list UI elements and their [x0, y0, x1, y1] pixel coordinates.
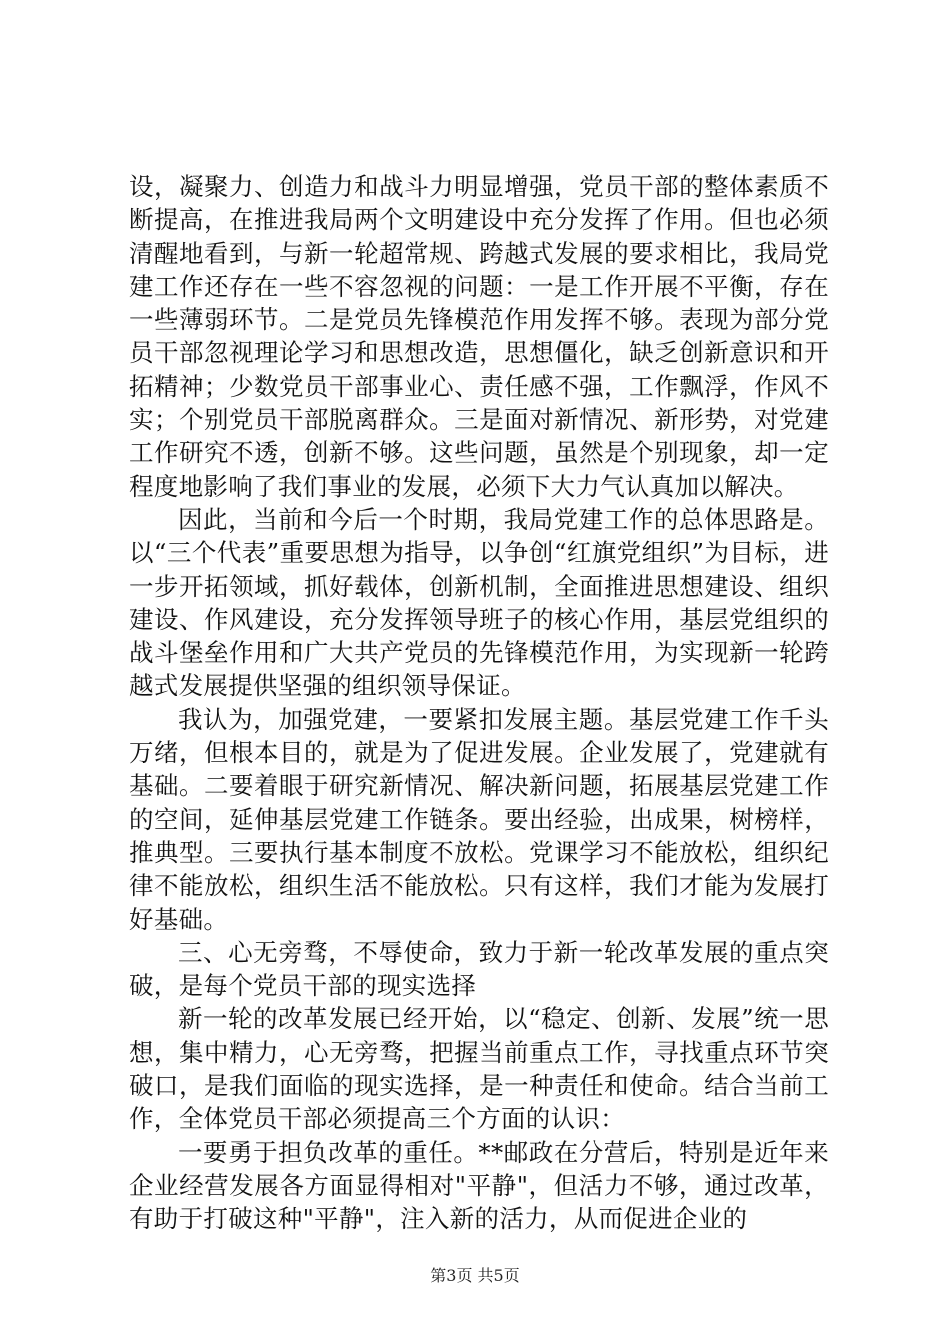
page-number-footer: 第3页 共5页	[430, 1266, 520, 1285]
section-heading-three: 三、心无旁骛，不辱使命，致力于新一轮改革发展的重点突破，是每个党员干部的现实选择	[129, 937, 829, 1001]
paragraph-reform-duty: 一要勇于担负改革的重任。**邮政在分营后，特别是近年来企业经营发展各方面显得相对"平静"，但活力不够，通过改革，有助于打破这种"平静"，注入新的活力，从而促进企业的	[129, 1137, 829, 1234]
paragraph-reform-start: 新一轮的改革发展已经开始，以“稳定、创新、发展”统一思想，集中精力，心无旁骛，把握当前重点工作，寻找重点环节突破口，是我们面临的现实选择，是一种责任和使命。结合当前工作，全体党员干部必须提高三个方面的认识：	[129, 1004, 829, 1134]
paragraph-strengthen-party: 我认为，加强党建，一要紧扣发展主题。基层党建工作千头万绪，但根本目的，就是为了促进发展。企业发展了，党建就有基础。二要着眼于研究新情况、解决新问题，拓展基层党建工作的空间，延伸基层党建工作链条。要出经验，出成果，树榜样，推典型。三要执行基本制度不放松。党课学习不能放松，组织纪律不能放松，组织生活不能放松。只有这样，我们才能为发展打好基础。	[129, 704, 829, 934]
paragraph-overall-approach: 因此，当前和今后一个时期，我局党建工作的总体思路是。以“三个代表”重要思想为指导，以争创“红旗党组织”为目标，进一步开拓领域，抓好载体，创新机制，全面推进思想建设、组织建设、作风建设，充分发挥领导班子的核心作用，基层党组织的战斗堡垒作用和广大共产党员的先锋模范作用，为实现新一轮跨越式发展提供坚强的组织领导保证。	[129, 504, 829, 701]
paragraph-continuation: 设，凝聚力、创造力和战斗力明显增强，党员干部的整体素质不断提高，在推进我局两个文明建设中充分发挥了作用。但也必须清醒地看到，与新一轮超常规、跨越式发展的要求相比，我局党建工作还存在一些不容忽视的问题：一是工作开展不平衡，存在一些薄弱环节。二是党员先锋模范作用发挥不够。表现为部分党员干部忽视理论学习和思想改造，思想僵化，缺乏创新意识和开拓精神；少数党员干部事业心、责任感不强，工作飘浮，作风不实；个别党员干部脱离群众。三是面对新情况、新形势，对党建工作研究不透，创新不够。这些问题，虽然是个别现象，却一定程度地影响了我们事业的发展，必须下大力气认真加以解决。	[129, 172, 829, 501]
document-body	[129, 170, 829, 1236]
